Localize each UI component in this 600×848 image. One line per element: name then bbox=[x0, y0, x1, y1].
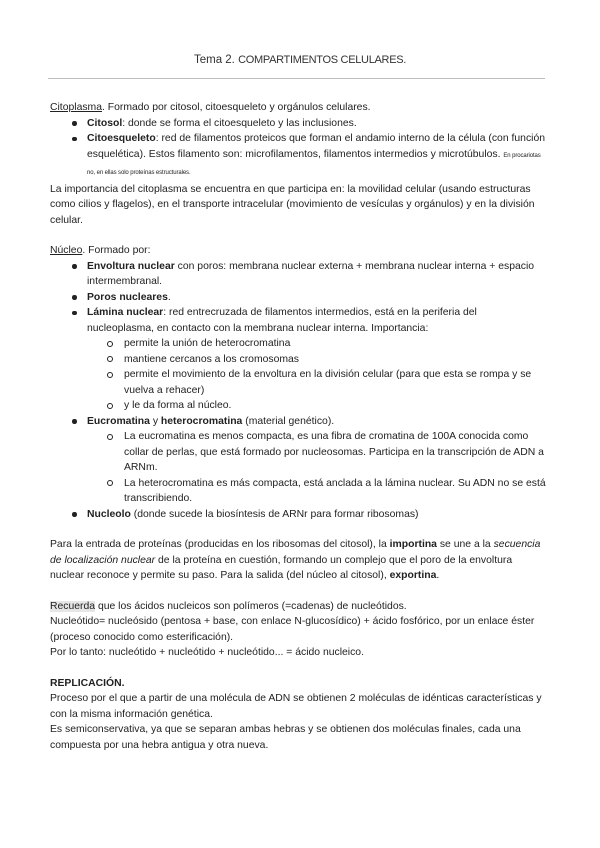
nucleo-intro: Núcleo. Formado por: bbox=[50, 245, 151, 256]
recuerda-line-1: Recuerda que los ácidos nucleicos son polímeros (=cadenas) de nucleótidos. bbox=[50, 600, 407, 612]
header-prefix: Tema 2. bbox=[193, 54, 235, 66]
replicacion-paragraph-2: Es semiconservativa, ya que se separan ambas hebras y se obtienen dos moléculas finales, cada una compuesta por una hebra antigua y otra nueva. bbox=[50, 724, 521, 751]
header-divider bbox=[48, 78, 545, 79]
header-title: COMPARTIMENTOS CELULARES. bbox=[238, 54, 407, 66]
replicacion-paragraph-1: Proceso por el que a partir de una molécula de ADN se obtienen 2 moléculas de idénticas características y con la misma información genética. bbox=[50, 693, 542, 720]
recuerda-line-2: Nucleótido= nucleósido (pentosa + base, con enlace N-glucosídico) + ácido fosfórico, por un enlace éster (proceso conocido como esterificación). bbox=[50, 616, 535, 643]
list-item: Nucleolo (donde sucede la biosíntesis de ARNr para formar ribosomas) bbox=[50, 507, 546, 523]
citoplasma-list bbox=[50, 116, 546, 182]
list-item: Lámina nuclear: red entrecruzada de filamentos intermedios, está en la periferia del nucleoplasma, en contacto con la membrana nuclear interna. Importancia: bbox=[50, 305, 546, 336]
list-item: Envoltura nuclear con poros: membrana nuclear externa + membrana nuclear interna + espacio intermembranal. bbox=[50, 259, 546, 290]
citoplasma-importance: La importancia del citoplasma se encuentra en que participa en: la movilidad celular (usando estructuras como cilios y flagelos), en el transporte intracelular (movimiento de vesículas y orgánulos) y en la división celular. bbox=[50, 183, 535, 226]
list-item: Eucromatina y heterocromatina (material genético). bbox=[50, 414, 546, 430]
highlighted-word: Recuerda bbox=[50, 600, 96, 612]
recuerda-line-3: Por lo tanto: nucleótido + nucleótido + nucleótido... = ácido nucleico. bbox=[50, 647, 364, 658]
transport-paragraph: Para la entrada de proteínas (producidas en los ribosomas del citosol), la importina se une a la secuencia de localización nuclear de la proteína en cuestión, formando un complejo que el poro de la envoltura nuclear reconoce y permite su paso. Para la salida (del núcleo al citosol), exportina. bbox=[50, 539, 541, 581]
document-body bbox=[50, 100, 546, 753]
side-note: En procariotas no, en ellas solo proteínas estructurales. bbox=[87, 152, 541, 176]
list-item: Citosol: donde se forma el citoesqueleto y las inclusiones. bbox=[50, 116, 546, 132]
nucleo-list bbox=[50, 259, 546, 523]
sub-list-item: La heterocromatina es más compacta, está anclada a la lámina nuclear. Su ADN no se está transcribiendo. bbox=[50, 476, 546, 507]
list-item: Poros nucleares. bbox=[50, 290, 546, 306]
sub-list-item: y le da forma al núcleo. bbox=[50, 398, 546, 414]
sub-list-item: La eucromatina es menos compacta, es una fibra de cromatina de 100A conocida como collar de perlas, que está formado por nucleosomas. Participa en la transcripción de ADN a ARNm. bbox=[50, 429, 546, 476]
sub-list-item: mantiene cercanos a los cromosomas bbox=[50, 352, 546, 368]
sub-list-item: permite la unión de heterocromatina bbox=[50, 336, 546, 352]
nucleo-heading: Núcleo bbox=[50, 245, 83, 256]
citoplasma-heading: Citoplasma bbox=[50, 102, 102, 113]
citoplasma-intro: Citoplasma. Formado por citosol, citoesqueleto y orgánulos celulares. bbox=[50, 102, 371, 113]
list-item: Citoesqueleto: red de filamentos proteicos que forman el andamio interno de la célula (con función esquelética). Estos filamento son: microfilamentos, filamentos intermedios y microtúbulos. En procariotas no, en ellas solo proteínas estructurales. bbox=[50, 131, 546, 182]
page-header bbox=[0, 54, 600, 66]
sub-list-item: permite el movimiento de la envoltura en la división celular (para que esta se rompa y se vuelva a rehacer) bbox=[50, 367, 546, 398]
replicacion-heading: REPLICACIÓN. bbox=[50, 677, 125, 689]
